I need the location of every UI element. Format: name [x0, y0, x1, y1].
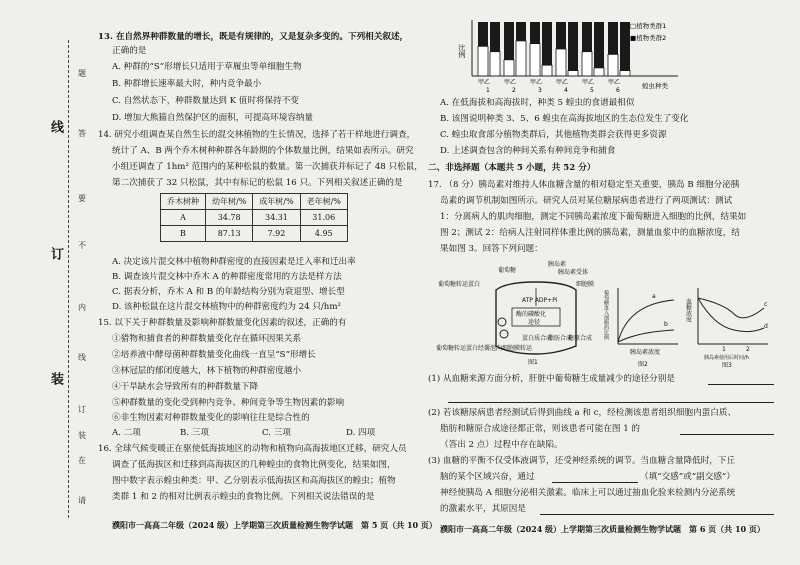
q15-option-a: A. 二项 — [112, 428, 141, 438]
bar-plant-group-1 — [608, 54, 618, 76]
q17-figure-2 — [604, 284, 684, 368]
q16-bar-figure — [420, 16, 700, 94]
fig2-ylabel: 葡萄糖进入细胞的比例 — [603, 290, 609, 340]
q16-line-2: 调查了低海拔区和迁移到高海拔区的几种蝗虫的食物比例变化，结果如图， — [112, 460, 396, 470]
bar-plant-group-2 — [478, 22, 488, 46]
q16-line-4: 类群 1 和 2 的相对比例表示蝗虫的食物比例。下列相关说法错误的是 — [112, 492, 375, 502]
margin-char: 线 — [78, 353, 86, 362]
curve-c-label: c — [764, 301, 768, 308]
left-footer: 濮阳市一高高二年级（2024 级）上学期第三次质量检测生物学试题 第 5 页（共 10 页） — [112, 520, 437, 530]
vesicle — [500, 330, 508, 338]
q15-option-c: C. 三项 — [262, 428, 291, 438]
q17-line-3: 1：分离病人的肌肉细胞，测定不同胰岛素浓度下葡萄糖进入细胞的比例，结果如 — [440, 212, 747, 222]
fig1-membrane-label: 细胞膜 — [576, 281, 595, 288]
legend-group-1: □植物类群1 — [630, 22, 667, 30]
margin-char: 不 — [78, 241, 86, 250]
bar-plant-group-2 — [490, 22, 500, 52]
bar-plant-group-2 — [530, 22, 540, 44]
q17-sub-3-b: 脑的某个区域兴奋，通过 — [440, 472, 535, 482]
bar-plant-group-2 — [516, 22, 526, 41]
q17-line-2: 岛素的调节机制如图所示。研究人员对某位糖尿病患者进行了两项测试：测试 — [440, 196, 733, 206]
x-tick-number: 6 — [616, 87, 620, 94]
bar-plant-group-1 — [530, 44, 540, 76]
q15-option-d: D. 四项 — [346, 428, 376, 438]
margin-xian: 线 — [48, 120, 63, 133]
bar-plant-group-2 — [594, 22, 604, 68]
q17-figure-1 — [436, 258, 616, 368]
bar-plant-group-1 — [594, 68, 604, 76]
margin-ding: 订 — [48, 247, 63, 260]
fig3-xlabel: 胰岛素使用后时间/h — [704, 355, 749, 361]
bar-plant-group-2 — [556, 22, 566, 49]
x-tick-number: 4 — [564, 87, 568, 94]
legend-group-2: ■植物类群2 — [630, 34, 667, 42]
table-cell: 87.13 — [206, 226, 253, 242]
table-cell: 34.31 — [253, 210, 300, 226]
q17-sub-2-c: （答出 2 点）过程中存在缺陷。 — [440, 440, 563, 450]
bar-plant-group-1 — [568, 71, 578, 76]
q16-line-1: 16. 全球气候变暖正在驱使低海拔地区的动物和植物向高海拔地区迁移，研究人员 — [98, 444, 407, 454]
dashed-binding-line — [68, 40, 69, 518]
q17-sub-3-c: 神经使胰岛 A 细胞分泌相关激素。临床上可以通过抽血化验来检测内分泌系统 — [440, 488, 736, 498]
x-tick-number: 5 — [590, 87, 594, 94]
q13-option-d: D. 增加大熊猫自然保护区的面积，可提高环境容纳量 — [112, 113, 314, 123]
q15-item: ②培养液中酵母菌种群数量变化曲线一直呈“S”形增长 — [112, 350, 316, 360]
x-tick-label: 甲乙 — [582, 79, 595, 86]
x-tick-number: 2 — [512, 87, 516, 94]
fig3-caption: 图3 — [722, 362, 732, 369]
table-header-row — [161, 194, 348, 210]
q17-sub-2-b: 脂肪和糖原合成途径都正常，则该患者可能在图 1 的 — [440, 424, 640, 434]
q13-stem-2: 正确的是 — [112, 46, 147, 56]
q14-line-1: 14. 研究小组调查某自然生长的混交林植物的生长情况，选择了若干样地进行调查， — [98, 130, 416, 140]
bar-plant-group-1 — [620, 71, 630, 76]
curve-b-label: b — [664, 321, 668, 328]
fig1-vesicle-label: 葡萄糖转运蛋白经囊泡向细胞膜转运 — [436, 345, 533, 352]
answer-blank[interactable] — [680, 424, 774, 435]
fig1-insulin-label: 胰岛素 — [548, 261, 567, 268]
q17-sub-3-b2: （填“交感”或“副交感”） — [640, 472, 735, 482]
answer-blank[interactable] — [708, 374, 774, 385]
table-cell: 7.92 — [253, 226, 300, 242]
q15-item: ⑤种群数量的变化受到种内竞争、种间竞争等生物因素的影响 — [112, 398, 345, 408]
fig1-fat-synthesis: 脂肪合成 — [548, 335, 573, 342]
bar-plant-group-1 — [516, 41, 526, 76]
answer-blank[interactable] — [540, 504, 774, 515]
fig1-transporter-label: 葡萄糖转运蛋白 — [438, 281, 481, 288]
x-tick-number: 1 — [486, 87, 490, 94]
q16-option-d: D. 上述调查包含的种间关系有种间竞争和捕食 — [440, 146, 616, 156]
q17-sub-3-d: 的激素水平，其原因是 — [440, 504, 526, 514]
bar-plant-group-2 — [542, 22, 552, 65]
fig2-xlabel: 胰岛素浓度 — [630, 349, 661, 356]
x-axis-label: 蝗虫种类 — [642, 82, 668, 90]
q15-item: ③林冠层的郁闭度越大，林下植物的种群密度越小 — [112, 366, 302, 376]
fig1-protein-synthesis: 蛋白质合成 — [522, 335, 553, 342]
table-row — [161, 210, 348, 226]
x-tick-label: 甲乙 — [556, 79, 569, 86]
q14-line-4: 第二次捕获了 32 只松鼠，其中有标记的松鼠 16 只。下列相关叙述正确的是 — [112, 178, 403, 188]
q17-line-4: 图 2；测试 2：给病人注射同样体重比例的胰岛素，测量血浆中的血糖浓度，结 — [440, 228, 740, 238]
answer-blank[interactable] — [552, 472, 638, 483]
q14-option-c: C. 据表分析，乔木 A 和 B 的年龄结构分别为衰退型、增长型 — [112, 287, 345, 297]
margin-char: 订 — [78, 405, 86, 414]
table-cell: 34.78 — [206, 210, 253, 226]
curve-a-label: a — [652, 293, 656, 300]
bar-plant-group-1 — [478, 46, 488, 76]
fig2-caption: 图2 — [638, 361, 648, 368]
margin-char: 答 — [78, 129, 86, 138]
fig3-ylabel: 血糖浓度 — [684, 298, 692, 322]
fig1-glucose-label: 葡萄糖 — [498, 267, 517, 274]
bar-plant-group-2 — [504, 22, 514, 60]
vesicle — [498, 318, 506, 326]
curve-d-label: d — [764, 323, 768, 330]
q14-option-d: D. 该种松鼠在这片混交林植物中的种群密度约为 24 只/hm² — [112, 302, 341, 312]
q14-line-2: 统计了 A、B 两个乔木树种种群各年龄期的个体数量比例，结果如表所示。研究 — [112, 146, 414, 156]
x-tick-label: 甲乙 — [478, 79, 491, 86]
curve-c — [698, 298, 764, 318]
bar-plant-group-1 — [504, 60, 514, 76]
table-cell: 4.95 — [300, 226, 347, 242]
q16-option-b: B. 该图说明种类 3、5、6 蝗虫在高海拔地区的生态位发生了变化 — [440, 114, 689, 124]
q17-sub-1: (1) 从血糖来源方面分析，肝脏中葡萄糖生成量减少的途径分别是 — [428, 374, 675, 384]
q15-stem: 15. 以下关于种群数量及影响种群数量变化因素的叙述，正确的有 — [98, 318, 347, 328]
margin-zhuang: 装 — [48, 372, 63, 385]
fig1-pathway-label: 酶的磷酸化 — [516, 311, 547, 318]
q16-line-3: 图中数字表示蝗虫种类：甲、乙分别表示低海拔区和高海拔区的蝗虫；植物 — [112, 476, 396, 486]
margin-char: 要 — [78, 194, 86, 203]
right-footer: 濮阳市一高高二年级（2024 级）上学期第三次质量检测生物学试题 第 6 页（共 10 页） — [440, 524, 765, 534]
margin-char: 在 — [78, 456, 86, 465]
q16-option-c: C. 蝗虫取食部分植物类群后，其他植物类群会获得更多资源 — [440, 130, 667, 140]
margin-char: 内 — [78, 303, 86, 312]
q17-figure-3 — [684, 284, 774, 368]
margin-char: 题 — [78, 69, 86, 78]
curve-b — [618, 330, 674, 342]
table-header: 乔木树种 — [161, 194, 206, 210]
x-tick-label: 甲乙 — [504, 79, 517, 86]
q17-sub-2-a: (2) 若该糖尿病患者经测试后得到曲线 a 和 c，经检测该患者组织细胞内蛋白质、 — [428, 408, 737, 418]
q15-item: ⑥非生物因素对种群数量变化的影响往往是综合性的 — [112, 413, 310, 423]
bar-plant-group-1 — [556, 49, 566, 76]
q17-line-5: 果如图 3。回答下列问题： — [440, 244, 543, 254]
fig3-tick: 2 — [746, 346, 750, 353]
q13-option-a: A. 种群的“S”形增长只适用于草履虫等单细胞生物 — [112, 62, 302, 72]
bar-plant-group-2 — [582, 22, 592, 52]
q17-line-1: 17. （8 分）胰岛素对维持人体血糖含量的相对稳定至关重要，胰岛 B 细胞分泌胰 — [428, 180, 740, 190]
x-tick-label: 甲乙 — [530, 79, 543, 86]
bar-plant-group-2 — [568, 22, 578, 71]
table-row — [161, 226, 348, 242]
bar-plant-group-2 — [608, 22, 618, 54]
q13-stem: 13. 在自然界种群数量的增长，既是有规律的，又是复杂多变的。下列相关叙述， — [98, 32, 409, 42]
bar-plant-group-1 — [490, 52, 500, 76]
q14-option-a: A. 决定该片混交林中植物种群密度的直接因素是迁入率和迁出率 — [112, 257, 356, 267]
margin-char: 装 — [78, 431, 86, 440]
fig1-atp-label: ATP ADP+Pi — [522, 297, 558, 304]
q14-line-3: 小组还调查了 1hm² 范围内的某种松鼠的数量。第一次捕获并标记了 48 只松鼠， — [112, 162, 423, 172]
fig1-pathway-label-2: 途径 — [528, 319, 541, 326]
q14-age-table — [160, 193, 348, 242]
q14-option-b: B. 调查该片混交林中乔木 A 的种群密度常用的方法是样方法 — [112, 272, 342, 282]
q15-item: ①猎物和捕食者的种群数量变化存在循环因果关系 — [112, 334, 302, 344]
answer-blank[interactable] — [448, 392, 774, 403]
table-cell: A — [161, 210, 206, 226]
fig1-receptor-label: 胰岛素受体 — [558, 269, 589, 276]
bar-plant-group-1 — [542, 65, 552, 76]
bar-plant-group-2 — [620, 22, 630, 71]
fig3-tick: 1 — [722, 346, 726, 353]
margin-char: 请 — [78, 496, 86, 505]
table-cell: B — [161, 226, 206, 242]
q17-sub-3-a: (3) 血糖的平衡不仅受体液调节，还受神经系统的调节。当血糖含量降低时，下丘 — [428, 456, 736, 466]
bar-plant-group-1 — [582, 52, 592, 76]
q13-option-b: B. 种群增长速率最大时，种内竞争最小 — [112, 79, 262, 89]
fig1-glycogen-synthesis: 糖原合成 — [568, 335, 593, 342]
fig1-caption: 图1 — [528, 359, 538, 366]
table-header: 成年树/% — [253, 194, 300, 210]
table-cell: 31.06 — [300, 210, 347, 226]
q15-item: ④干旱缺水会导致所有的种群数量下降 — [112, 382, 259, 392]
x-tick-number: 3 — [538, 87, 542, 94]
q13-option-c: C. 自然状态下，种群数量达到 K 值时将保持不变 — [112, 96, 299, 106]
y-axis-label: 比例 — [458, 44, 466, 58]
x-tick-label: 甲乙 — [608, 79, 621, 86]
table-header: 幼年树/% — [206, 194, 253, 210]
q15-option-b: B. 三项 — [180, 428, 209, 438]
section-2-heading: 二、非选择题（本题共 5 小题，共 52 分） — [428, 163, 596, 173]
table-header: 老年树/% — [300, 194, 347, 210]
q16-option-a: A. 在低海拔和高海拔时，种类 5 蝗虫的食谱最相似 — [440, 98, 635, 108]
